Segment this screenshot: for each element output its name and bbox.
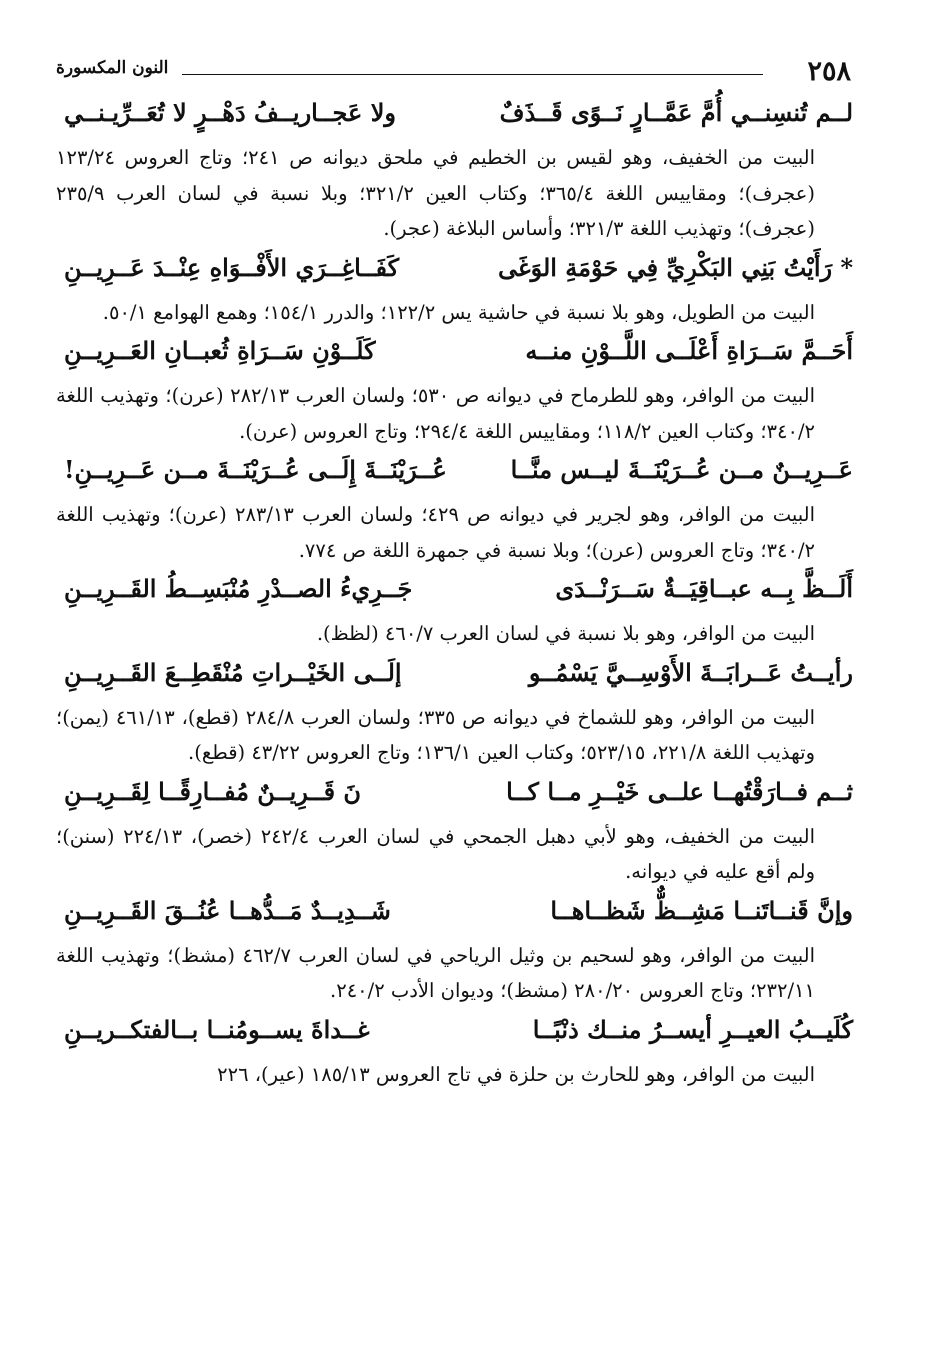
page-number: ٢٥٨ — [807, 56, 851, 87]
entry-3 — [56, 330, 853, 449]
verse-note: البيت من الوافر، وهو لجرير في ديوانه ص ٤٢٩؛ ولسان العرب ٢٨٣/١٣ (عرن)؛ وتهذيب اللغة ٣٤٠/٢؛ وتاج العروس (عرن)؛ وبلا نسبة في جمهرة اللغة ص ٧٧٤. — [56, 503, 815, 562]
verse-first-hemistich: وإنَّ قَنــاتَنــا مَشِــظٌّ شَظــاهــا — [550, 895, 853, 925]
verse-first-hemistich: ثــم فــارَقْتُهــا علــى خَيْــرِ مــا كــا — [506, 776, 853, 806]
verse-second-hemistich: كَفَــاغِــرَي الأَفْــوَاهِ عِنْــدَ عَــرِيــنِ — [64, 252, 400, 282]
verse-line — [64, 92, 853, 140]
verse-second-hemistich: ولا عَجــاريــفُ دَهْــرٍ لا تُعَــرِّيـنــي — [64, 98, 396, 127]
page-header — [56, 52, 851, 92]
verse-note: البيت من الوافر، وهو بلا نسبة في لسان العرب ٤٦٠/٧ (لظظ). — [316, 622, 815, 645]
entry-8 — [56, 890, 853, 1009]
verse-second-hemistich: عُــرَيْنَــةَ إِلَــى عُــرَيْنَــةَ مــن عَــرِيــنِ! — [64, 455, 447, 484]
verse-note: البيت من الوافر، وهو للشماخ في ديوانه ص ٣٣٥؛ ولسان العرب ٢٨٤/٨ (قطع)، ٤٦١/١٣ (يمن)؛ وتهذيب اللغة ٢٢١/٨، ٥٢٣/١٥؛ وكتاب العين ١٣٦/١؛ وتاج العروس ٤٣/٢٢ (قطع). — [56, 705, 815, 764]
verse-line — [64, 568, 853, 616]
entry-4 — [56, 449, 853, 568]
verse-second-hemistich: غــداةَ يســومُنــا بــالفتكــريــنِ — [64, 1014, 370, 1044]
verse-second-hemistich: كَلَــوْنِ سَــرَاةِ ثُعبــانِ العَــرِيــنِ — [64, 336, 376, 365]
entry-5 — [64, 568, 853, 652]
verse-line — [64, 890, 853, 938]
verse-line — [64, 247, 853, 295]
verse-first-hemistich: * رَأَيْتُ بَنِي البَكْرِيِّ فِي حَوْمَةِ الوَغَى — [498, 252, 853, 282]
verse-note: البيت من الوافر، وهو للحارث بن حلزة في تاج العروس ١٨٥/١٣ (عير)، ٢٢٦ — [217, 1062, 815, 1086]
verse-second-hemistich: شَــدِيــدٌ مَــدُّهــا عُنُــقَ القَــرِيــنِ — [64, 895, 391, 925]
verse-first-hemistich: لــم تُنسِنــي أُمَّ عَمَّــارٍ نَــوًى قَــذَفٌ — [499, 98, 853, 127]
verse-note: البيت من الوافر، وهو لسحيم بن وثيل الرياحي في لسان العرب ٤٦٢/٧ (مشظ)؛ وتهذيب اللغة ٢٣٢/١١؛ وتاج العروس ٢٨٠/٢٠ (مشظ)؛ وديوان الأدب ٢٤٠/٢. — [56, 943, 816, 1002]
verse-line — [64, 1009, 853, 1057]
verse-line — [64, 771, 853, 819]
entry-2 — [64, 247, 853, 331]
header-rule — [182, 74, 763, 75]
verse-second-hemistich: جَــرِيءُ الصــدْرِ مُنْبَسِــطُ القَــرِيــنِ — [64, 574, 413, 603]
entry-9 — [64, 1009, 853, 1093]
verse-first-hemistich: أَحَــمَّ سَــرَاةِ أَعْلَــى اللَّــوْنِ منــه — [525, 336, 853, 365]
entry-1 — [56, 92, 853, 247]
verse-note: البيت من الوافر، وهو للطرماح في ديوانه ص ٥٣٠؛ ولسان العرب ٢٨٢/١٣ (عرن)؛ وتهذيب اللغة ٣٤٠/٢؛ وكتاب العين ١١٨/٢؛ ومقاييس اللغة ٢٩٤/٤؛ وتاج العروس (عرن). — [56, 384, 815, 443]
verse-note: البيت من الطويل، وهو بلا نسبة في حاشية يس ١٢٢/٢؛ والدرر ١٥٤/١؛ وهمع الهوامع ٥٠/١. — [102, 300, 815, 324]
verse-first-hemistich: عَــرِيــنٌ مــن عُــرَيْنَــةَ ليــس منَّــا — [510, 455, 853, 484]
verse-line — [64, 449, 853, 497]
verse-first-hemistich: أَلَــظَّ بِــه عبــاقِيَــةٌ سَــرَنْــدَى — [555, 574, 853, 603]
verse-second-hemistich: نَ قَــرِيــنٌ مُفــارِقًــا لِقَــرِيــنِ — [64, 776, 362, 806]
verse-second-hemistich: إلَــى الخَيْــراتِ مُنْقَطِــعَ القَــرِيــنِ — [64, 657, 402, 687]
entry-6 — [56, 652, 853, 771]
verse-note: البيت من الخفيف، وهو لأبي دهبل الجمحي في لسان العرب ٢٤٢/٤ (خصر)، ٢٢٤/١٣ (سنن)؛ ولم أقع عليه في ديوانه. — [56, 824, 815, 883]
verse-line — [64, 652, 853, 700]
running-title: النون المكسورة — [56, 58, 169, 78]
verse-first-hemistich: كُلَيــبُ العيــرِ أيســرُ منــك ذنْبًــا — [532, 1014, 853, 1044]
verse-line — [64, 330, 853, 378]
entry-7 — [56, 771, 853, 890]
verse-note: البيت من الخفيف، وهو لقيس بن الخطيم في ملحق ديوانه ص ٢٤١؛ وتاج العروس ١٢٣/٢٤ (عجرف)؛ ومقاييس اللغة ٣٦٥/٤؛ وكتاب العين ٣٢١/٢؛ وبلا نسبة في لسان العرب ٢٣٥/٩ (عجرف)؛ وتهذيب اللغة ٣٢١/٣؛ وأساس البلاغة (عجر). — [56, 146, 815, 240]
verse-first-hemistich: رأيــتُ عَــرابَــةَ الأَوْسِــيَّ يَسْمُــو — [528, 657, 853, 687]
